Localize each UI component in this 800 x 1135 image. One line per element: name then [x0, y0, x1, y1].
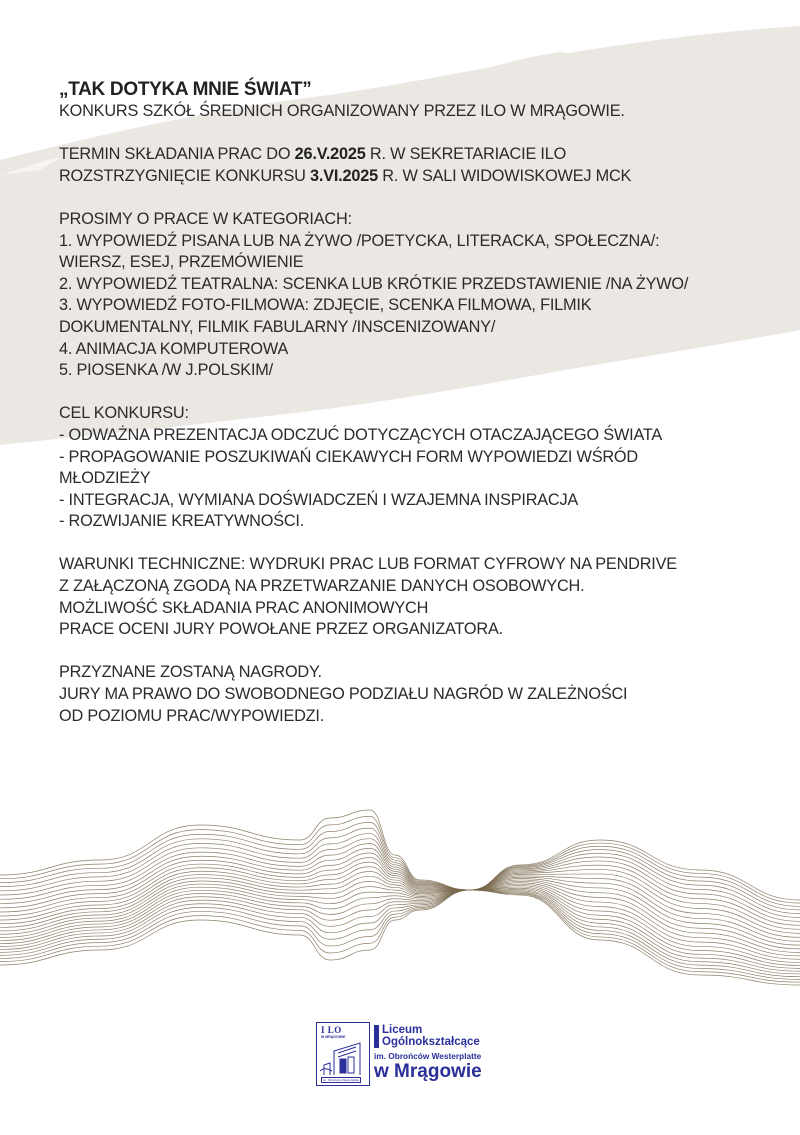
wave-line	[0, 828, 800, 910]
logo-line-4: w Mrągowie	[374, 1061, 482, 1082]
categories-heading: PROSIMY O PRACE W KATEGORIACH:	[59, 209, 352, 228]
goal-line: MŁODZIEŻY	[59, 469, 151, 488]
prizes-line: JURY MA PRAWO DO SWOBODNEGO PODZIAŁU NAGRÓD W ZALEŻNOŚCI	[59, 685, 628, 704]
category-line: WIERSZ, ESEJ, PRZEMÓWIENIE	[59, 253, 304, 272]
wave-line	[0, 886, 800, 963]
category-line: DOKUMENTALNY, FILMIK FABULARNY /INSCENIZOWANY/	[59, 317, 496, 336]
wave-line	[0, 816, 800, 903]
goals-heading: CEL KONKURSU:	[59, 404, 189, 423]
category-line: 5. PIOSENKA /W J.POLSKIM/	[59, 361, 273, 380]
wave-line	[0, 839, 800, 918]
category-line: 4. ANIMACJA KOMPUTEROWA	[59, 339, 289, 358]
category-line: 1. WYPOWIEDŹ PISANA LUB NA ŻYWO /POETYCKA, LITERACKA, SPOŁECZNA/:	[59, 231, 660, 250]
technical-line: WARUNKI TECHNICZNE: WYDRUKI PRAC LUB FORMAT CYFROWY NA PENDRIVE	[59, 555, 677, 574]
school-emblem-icon: I LO W MRĄGOWIE im. Obrońców Westerplatte	[316, 1022, 370, 1086]
prizes-line: PRZYZNANE ZOSTANĄ NAGRODY.	[59, 663, 322, 682]
wave-line	[0, 888, 800, 968]
contest-title: „TAK DOTYKA MNIE ŚWIAT”	[59, 79, 312, 100]
technical-line: Z ZAŁĄCZONĄ ZGODĄ NA PRZETWARZANIE DANYCH OSOBOWYCH.	[59, 577, 585, 596]
decorative-waves	[0, 800, 800, 1000]
wave-line	[0, 890, 800, 979]
contest-subtitle: KONKURS SZKÓŁ ŚREDNICH ORGANIZOWANY PRZEZ ILO W MRĄGOWIE.	[59, 102, 625, 120]
logo-line-2: Ogólnokształcące	[382, 1036, 480, 1048]
goal-line: - PROPAGOWANIE POSZUKIWAŃ CIEKAWYCH FORM WYPOWIEDZI WŚRÓD	[59, 447, 638, 466]
goal-line: - ROZWIJANIE KREATYWNOŚCI.	[59, 512, 305, 531]
goal-line: - ODWAŻNA PREZENTACJA ODCZUĆ DOTYCZĄCYCH OTACZAJĄCEGO ŚWIATA	[59, 425, 663, 444]
school-building-icon	[320, 1041, 366, 1077]
category-line: 2. WYPOWIEDŹ TEATRALNA: SCENKA LUB KRÓTKIE PRZEDSTAWIENIE /NA ŻYWO/	[59, 274, 689, 293]
wave-line	[0, 867, 800, 942]
results-date: 3.VI.2025	[310, 166, 378, 185]
results-date-line: ROZSTRZYGNIĘCIE KONKURSU 3.VI.2025 R. W SALI WIDOWISKOWEJ MCK	[59, 166, 632, 185]
submission-date: 26.V.2025	[294, 145, 366, 164]
school-logo	[316, 1022, 488, 1086]
prizes-line: OD POZIOMU PRAC/WYPOWIEDZI.	[59, 706, 325, 725]
logo-line-1: Liceum	[382, 1024, 423, 1036]
technical-line: MOŻLIWOŚĆ SKŁADANIA PRAC ANONIMOWYCH	[59, 598, 429, 617]
logo-line-3: im. Obrońców Westerplatte	[374, 1051, 482, 1061]
wave-line	[0, 810, 800, 900]
category-line: 3. WYPOWIEDŹ FOTO-FILMOWA: ZDJĘCIE, SCENKA FILMOWA, FILMIK	[59, 296, 592, 315]
logo-bar	[374, 1025, 379, 1048]
technical-line: PRACE OCENI JURY POWOŁANE PRZEZ ORGANIZATORA.	[59, 620, 503, 639]
wave-line	[0, 890, 800, 982]
wave-line	[0, 853, 800, 929]
goal-line: - INTEGRACJA, WYMIANA DOŚWIADCZEŃ I WZAJEMNA INSPIRACJA	[59, 490, 579, 509]
poster-content	[59, 78, 779, 727]
submission-deadline: TERMIN SKŁADANIA PRAC DO 26.V.2025 R. W SEKRETARIACIE ILO	[59, 145, 567, 164]
wave-line	[0, 822, 800, 906]
